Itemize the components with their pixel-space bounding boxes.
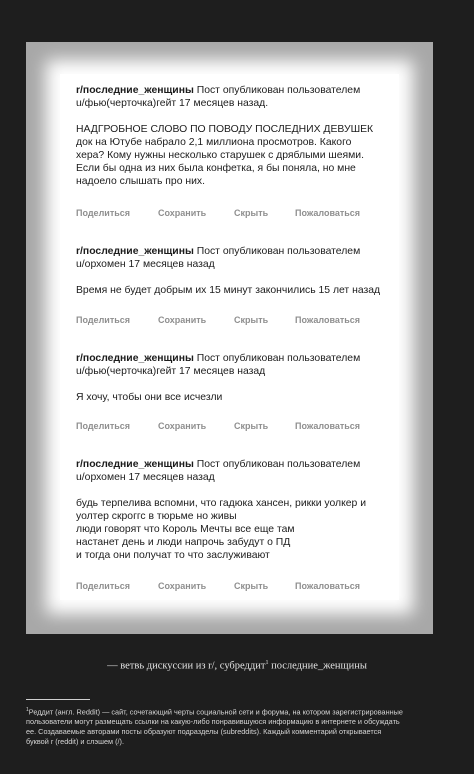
post-3 <box>76 352 388 431</box>
figure-caption <box>0 660 474 672</box>
screenshot-frame <box>26 42 433 634</box>
post-body-line: НАДГРОБНОЕ СЛОВО ПО ПОВОДУ ПОСЛЕДНИХ ДЕВУШЕК <box>76 124 374 135</box>
post-1 <box>76 84 388 218</box>
save-button[interactable]: Сохранить <box>158 315 207 325</box>
caption-subreddit: последние_женщины <box>268 660 367 672</box>
post-body-line: хера? Кому нужны несколько старушек с дряблыми шеями. <box>76 150 364 161</box>
footnote-marker: 1 <box>265 660 269 666</box>
share-button[interactable]: Поделиться <box>76 581 131 591</box>
post-meta-text: Пост опубликован пользователем <box>193 353 361 364</box>
subreddit-link[interactable]: r/последние_женщины <box>76 246 194 257</box>
post-body-line: Если бы одна из них была конфетка, я бы поняла, но мне <box>76 163 356 174</box>
reddit-thread <box>60 74 399 600</box>
post-meta <box>76 352 388 378</box>
post-author-line: u/орхомен 17 месяцев назад <box>76 472 215 483</box>
report-button[interactable]: Пожаловаться <box>295 581 361 591</box>
post-body <box>76 123 388 188</box>
post-body-line: уолтер скрoггс в тюрьме но живы <box>76 511 237 522</box>
post-actions <box>76 580 388 592</box>
caption-text: — ветвь дискуссии из r/, субреддит <box>107 660 266 672</box>
hide-button[interactable]: Скрыть <box>234 208 269 218</box>
hide-button[interactable]: Скрыть <box>234 581 269 591</box>
post-author-line: u/фью(черточка)гейт 17 месяцев назад <box>76 366 266 377</box>
post-body-line: и тогда они получат то что заслуживают <box>76 550 270 561</box>
footnote-divider <box>26 699 90 700</box>
share-button[interactable]: Поделиться <box>76 208 131 218</box>
post-body <box>76 497 388 562</box>
subreddit-link[interactable]: r/последние_женщины <box>76 85 194 96</box>
hide-button[interactable]: Скрыть <box>234 315 269 325</box>
subreddit-link[interactable]: r/последние_женщины <box>76 353 194 364</box>
footnote-line: ее. Создаваемые авторами посты образуют подразделы (subreddits). Каждый комментарий открывается <box>26 727 382 737</box>
post-meta <box>76 245 388 271</box>
share-button[interactable]: Поделиться <box>76 315 131 325</box>
post-body-line: Я хочу, чтобы они все исчезли <box>76 392 223 403</box>
report-button[interactable]: Пожаловаться <box>295 208 361 218</box>
post-body-line: док на Ютубе набрало 2,1 миллиона просмотров. Какого <box>76 137 352 148</box>
save-button[interactable]: Сохранить <box>158 421 207 431</box>
post-body-line: надоело слышать про них. <box>76 176 206 187</box>
save-button[interactable]: Сохранить <box>158 208 207 218</box>
post-actions <box>76 207 388 219</box>
post-body-line: будь терпелива вспомни, что гадюка хансен, рикки уолкер и <box>76 498 366 509</box>
hide-button[interactable]: Скрыть <box>234 421 269 431</box>
post-body-line: люди говорят что Король Мечты все еще там <box>76 524 295 535</box>
post-2 <box>76 245 388 325</box>
footnote <box>26 705 446 747</box>
report-button[interactable]: Пожаловаться <box>295 315 361 325</box>
footnote-line: Реддит (англ. Reddit) — сайт, сочетающий черты социальной сети и форума, на котором зарегистрированные <box>28 707 403 717</box>
post-meta-text: Пост опубликован пользователем <box>193 85 361 96</box>
post-author-line: u/орхомен 17 месяцев назад <box>76 259 215 270</box>
post-actions <box>76 420 388 432</box>
subreddit-link[interactable]: r/последние_женщины <box>76 459 194 470</box>
share-button[interactable]: Поделиться <box>76 421 131 431</box>
post-actions <box>76 314 388 326</box>
post-body-line: Время не будет добрым их 15 минут закончились 15 лет назад <box>76 285 381 296</box>
footnote-line: буквой r (reddit) и слэшем (/). <box>26 737 125 747</box>
post-4 <box>76 458 388 591</box>
footnote-line: пользователи могут размещать ссылки на какую-либо понравившуюся информацию в интернете и обсуждать <box>26 717 400 727</box>
post-author-line: u/фью(черточка)гейт 17 месяцев назад. <box>76 98 269 109</box>
post-meta <box>76 458 388 484</box>
post-body <box>76 391 388 404</box>
post-meta <box>76 84 388 110</box>
save-button[interactable]: Сохранить <box>158 581 207 591</box>
footnote-number: 1 <box>26 707 29 713</box>
report-button[interactable]: Пожаловаться <box>295 421 361 431</box>
post-body-line: настанет день и люди напрочь забудут о ПД <box>76 537 291 548</box>
post-meta-text: Пост опубликован пользователем <box>193 459 361 470</box>
post-body <box>76 284 388 297</box>
post-meta-text: Пост опубликован пользователем <box>193 246 361 257</box>
